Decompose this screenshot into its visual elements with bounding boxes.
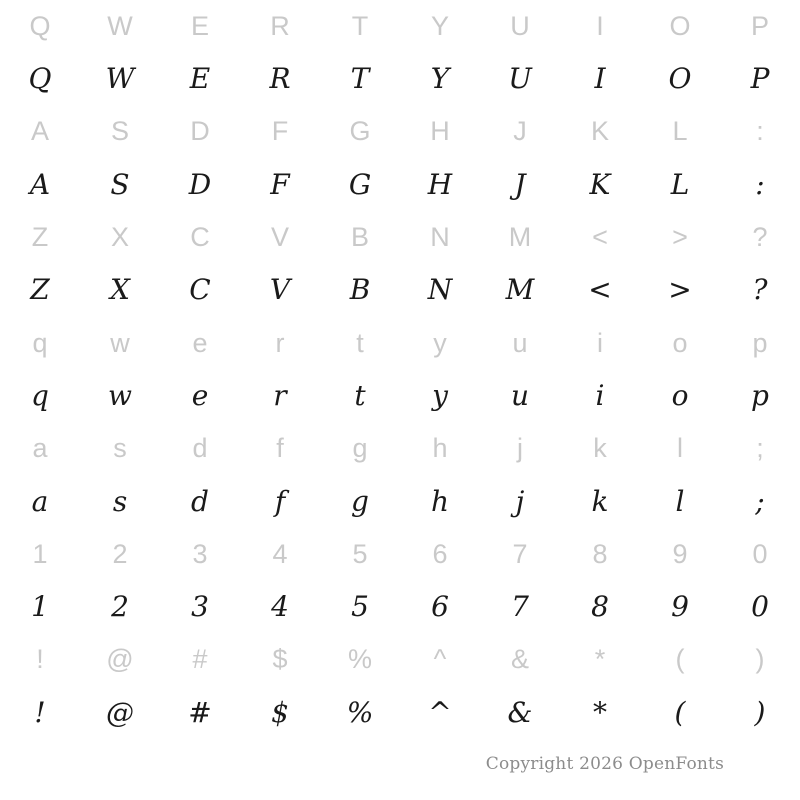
- glyph-cell: Z: [30, 273, 50, 307]
- glyph-cell: #: [192, 644, 208, 675]
- glyph-cell: :: [755, 167, 765, 201]
- copyright-notice: Copyright 2026 OpenFonts: [485, 754, 724, 774]
- glyph-cell: 3: [191, 590, 209, 624]
- glyph-cell: 8: [591, 590, 609, 624]
- glyph-cell: a: [31, 484, 49, 518]
- glyph-cell: <: [588, 273, 612, 307]
- glyph-cell: 6: [431, 590, 449, 624]
- glyph-cell: M: [508, 222, 532, 253]
- glyph-cell: w: [108, 378, 132, 412]
- glyph-cell: G: [348, 167, 372, 201]
- glyph-cell: ?: [752, 273, 768, 307]
- glyph-cell: h: [432, 433, 448, 464]
- glyph-cell: w: [110, 327, 130, 358]
- glyph-cell: q: [32, 327, 48, 358]
- glyph-cell: 2: [111, 590, 129, 624]
- glyph-cell: $: [271, 695, 289, 729]
- glyph-cell: a: [32, 433, 48, 464]
- glyph-cell: *: [594, 644, 606, 675]
- glyph-cell: d: [192, 433, 208, 464]
- glyph-cell: W: [105, 62, 135, 96]
- glyph-cell: 3: [192, 538, 208, 569]
- glyph-cell: 1: [32, 538, 48, 569]
- glyph-cell: X: [110, 222, 129, 253]
- glyph-cell: y: [433, 327, 447, 358]
- glyph-cell: H: [430, 116, 450, 147]
- glyph-cell: r: [275, 327, 285, 358]
- glyph-cell: 5: [352, 538, 368, 569]
- glyph-cell: q: [31, 378, 49, 412]
- glyph-cell: %: [346, 695, 374, 729]
- glyph-cell: >: [672, 222, 688, 253]
- glyph-cell: o: [671, 378, 689, 412]
- glyph-cell: A: [30, 116, 49, 147]
- glyph-cell: l: [677, 433, 683, 464]
- glyph-cell: e: [192, 327, 208, 358]
- glyph-cell: #: [188, 695, 212, 729]
- glyph-cell: A: [29, 167, 51, 201]
- glyph-cell: g: [351, 484, 369, 518]
- glyph-cell: i: [597, 327, 603, 358]
- glyph-cell: u: [510, 378, 530, 412]
- glyph-cell: T: [351, 10, 369, 41]
- glyph-cell: ^: [428, 695, 452, 729]
- glyph-cell: &: [507, 695, 533, 729]
- glyph-cell: P: [750, 10, 769, 41]
- glyph-cell: D: [190, 116, 210, 147]
- glyph-cell: i: [595, 378, 605, 412]
- glyph-cell: P: [750, 62, 770, 96]
- glyph-cell: 0: [752, 538, 768, 569]
- glyph-cell: 0: [751, 590, 769, 624]
- glyph-cell: ): [754, 695, 766, 729]
- glyph-cell: 6: [432, 538, 448, 569]
- glyph-cell: D: [188, 167, 212, 201]
- glyph-cell: F: [270, 167, 290, 201]
- glyph-cell: f: [274, 484, 286, 518]
- glyph-cell: !: [34, 695, 46, 729]
- glyph-cell: R: [270, 10, 290, 41]
- glyph-cell: p: [751, 378, 769, 412]
- glyph-cell: $: [272, 644, 288, 675]
- glyph-cell: F: [271, 116, 289, 147]
- glyph-cell: 7: [511, 590, 529, 624]
- glyph-cell: 1: [31, 590, 49, 624]
- glyph-cell: ;: [756, 433, 764, 464]
- glyph-cell: @: [106, 644, 134, 675]
- glyph-cell: (: [674, 695, 686, 729]
- glyph-cell: 8: [592, 538, 608, 569]
- glyph-cell: H: [427, 167, 453, 201]
- glyph-cell: p: [752, 327, 768, 358]
- glyph-cell: :: [756, 116, 764, 147]
- glyph-cell: L: [672, 116, 688, 147]
- glyph-cell: j: [515, 484, 525, 518]
- glyph-cell: B: [349, 273, 371, 307]
- glyph-cell: R: [269, 62, 291, 96]
- glyph-cell: s: [112, 484, 128, 518]
- glyph-cell: y: [432, 378, 448, 412]
- glyph-cell: h: [430, 484, 450, 518]
- glyph-cell: Y: [430, 62, 450, 96]
- glyph-cell: J: [514, 167, 526, 201]
- glyph-cell: ): [755, 644, 765, 675]
- glyph-cell: 2: [112, 538, 128, 569]
- glyph-cell: Y: [430, 10, 449, 41]
- glyph-cell: I: [594, 62, 606, 96]
- glyph-cell: O: [668, 62, 692, 96]
- glyph-cell: 7: [512, 538, 528, 569]
- glyph-cell: >: [668, 273, 692, 307]
- glyph-cell: g: [352, 433, 368, 464]
- glyph-cell: 5: [351, 590, 369, 624]
- glyph-cell: X: [110, 273, 130, 307]
- glyph-cell: d: [191, 484, 209, 518]
- glyph-cell: k: [591, 484, 609, 518]
- glyph-cell: N: [427, 273, 453, 307]
- glyph-cell: f: [276, 433, 284, 464]
- glyph-cell: l: [675, 484, 685, 518]
- glyph-cell: B: [350, 222, 369, 253]
- glyph-cell: %: [347, 644, 372, 675]
- glyph-cell: t: [356, 327, 364, 358]
- glyph-cell: V: [270, 222, 289, 253]
- glyph-cell: j: [517, 433, 523, 464]
- glyph-cell: *: [593, 695, 607, 729]
- glyph-cell: S: [110, 116, 129, 147]
- glyph-cell: G: [349, 116, 371, 147]
- glyph-cell: s: [113, 433, 127, 464]
- glyph-cell: L: [670, 167, 690, 201]
- glyph-cell: K: [590, 116, 609, 147]
- glyph-cell: E: [190, 10, 209, 41]
- glyph-cell: @: [106, 695, 134, 729]
- glyph-cell: k: [593, 433, 607, 464]
- glyph-cell: S: [110, 167, 130, 201]
- glyph-cell: J: [513, 116, 527, 147]
- glyph-cell: E: [189, 62, 211, 96]
- glyph-cell: r: [273, 378, 287, 412]
- glyph-cell: V: [269, 273, 291, 307]
- glyph-cell: K: [589, 167, 611, 201]
- glyph-cell: U: [508, 62, 532, 96]
- glyph-cell: t: [354, 378, 366, 412]
- glyph-cell: e: [191, 378, 209, 412]
- glyph-cell: U: [510, 10, 530, 41]
- glyph-cell: 4: [271, 590, 289, 624]
- glyph-cell: (: [675, 644, 685, 675]
- glyph-cell: !: [36, 644, 44, 675]
- glyph-cell: N: [430, 222, 450, 253]
- glyph-cell: o: [672, 327, 688, 358]
- glyph-cell: Q: [29, 10, 51, 41]
- glyph-cell: <: [592, 222, 608, 253]
- glyph-cell: u: [512, 327, 528, 358]
- glyph-cell: C: [189, 273, 211, 307]
- glyph-cell: Z: [31, 222, 49, 253]
- glyph-cell: 9: [671, 590, 689, 624]
- glyph-cell: ^: [433, 644, 447, 675]
- glyph-cell: T: [350, 62, 370, 96]
- glyph-cell: C: [190, 222, 210, 253]
- glyph-cell: Q: [28, 62, 52, 96]
- glyph-cell: I: [596, 10, 604, 41]
- glyph-cell: O: [669, 10, 691, 41]
- glyph-cell: 4: [272, 538, 288, 569]
- glyph-cell: W: [107, 10, 133, 41]
- glyph-cell: ;: [755, 484, 765, 518]
- glyph-cell: 9: [672, 538, 688, 569]
- glyph-cell: &: [510, 644, 529, 675]
- glyph-cell: ?: [752, 222, 768, 253]
- glyph-cell: M: [505, 273, 535, 307]
